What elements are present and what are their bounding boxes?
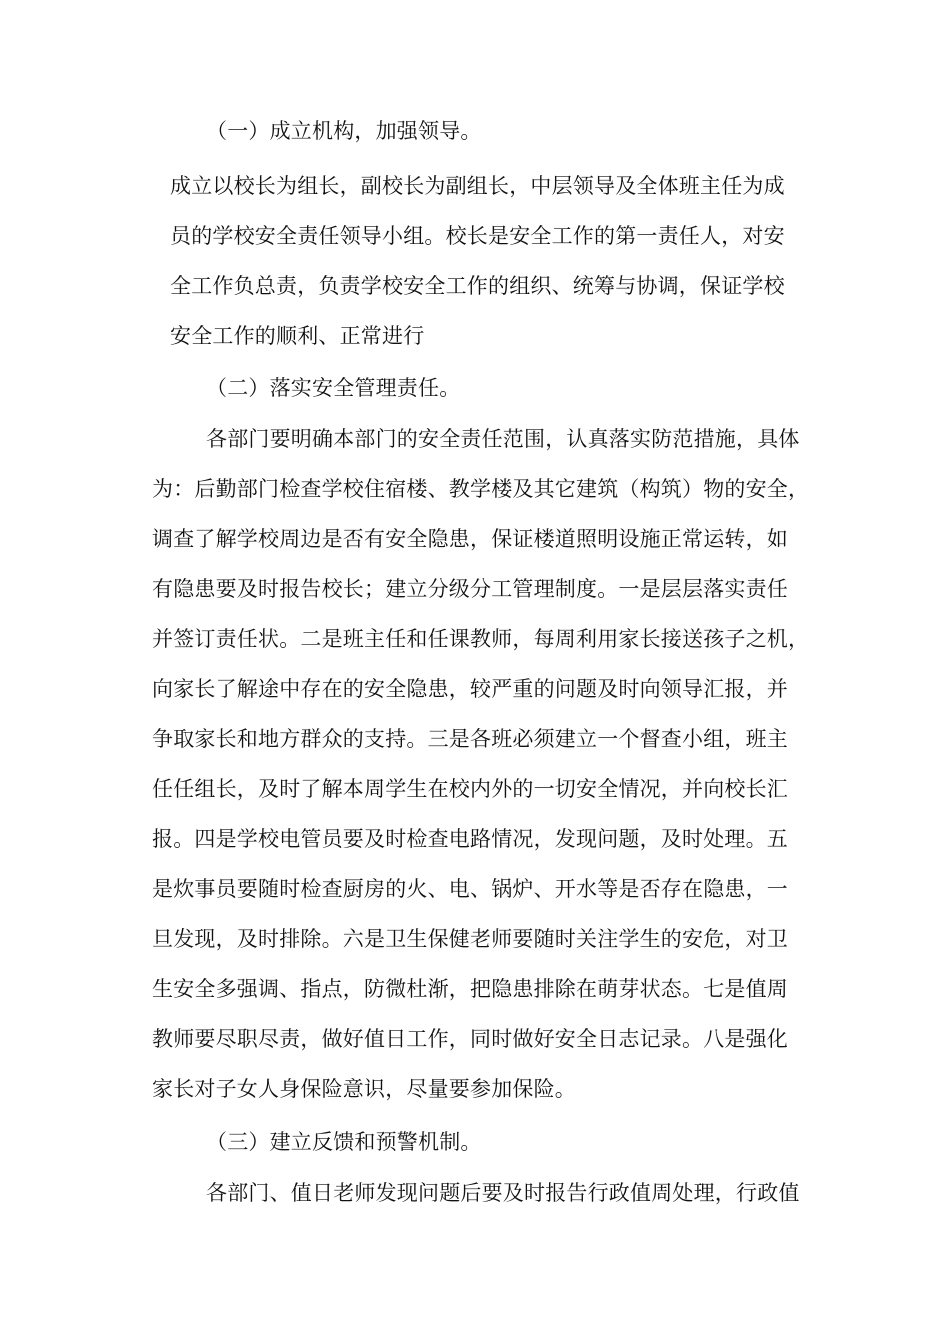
paragraph-line: 争取家长和地方群众的支持。三是各班必须建立一个督查小组，班主 [152,727,788,751]
paragraph-line: 为：后勤部门检查学校住宿楼、教学楼及其它建筑（构筑）物的安全， [152,477,810,501]
paragraph-line: 教师要尽职尽责，做好值日工作，同时做好安全日志记录。八是强化 [152,1027,788,1051]
paragraph-line: 报。四是学校电管员要及时检查电路情况，发现问题，及时处理。五 [152,827,788,851]
section-heading-1: （一）成立机构，加强领导。 [206,119,482,143]
paragraph-line: 各部门、值日老师发现问题后要及时报告行政值周处理，行政值 [206,1181,800,1205]
paragraph-line: 调查了解学校周边是否有安全隐患，保证楼道照明设施正常运转，如 [152,527,788,551]
paragraph-line: 是炊事员要随时检查厨房的火、电、锅炉、开水等是否存在隐患，一 [152,877,788,901]
paragraph-line: 各部门要明确本部门的安全责任范围，认真落实防范措施，具体 [206,427,800,451]
paragraph-line: 安全工作的顺利、正常进行 [170,324,425,348]
paragraph-line: 成立以校长为组长，副校长为副组长，中层领导及全体班主任为成 [170,174,785,198]
paragraph-line: 家长对子女人身保险意识，尽量要参加保险。 [152,1077,576,1101]
paragraph-line: 旦发现，及时排除。六是卫生保健老师要随时关注学生的安危，对卫 [152,927,788,951]
paragraph-line: 任任组长，及时了解本周学生在校内外的一切安全情况，并向校长汇 [152,777,788,801]
paragraph-line: 有隐患要及时报告校长；建立分级分工管理制度。一是层层落实责任 [152,577,788,601]
paragraph-line: 向家长了解途中存在的安全隐患，较严重的问题及时向领导汇报，并 [152,677,788,701]
paragraph-line: 并签订责任状。二是班主任和任课教师，每周利用家长接送孩子之机， [152,627,810,651]
section-heading-3: （三）建立反馈和预警机制。 [206,1130,482,1154]
paragraph-line: 全工作负总责，负责学校安全工作的组织、统筹与协调，保证学校 [170,274,785,298]
paragraph-line: 生安全多强调、指点，防微杜渐，把隐患排除在萌芽状态。七是值周 [152,977,788,1001]
paragraph-line: 员的学校安全责任领导小组。校长是安全工作的第一责任人，对安 [170,224,785,248]
section-heading-2: （二）落实安全管理责任。 [206,376,461,400]
